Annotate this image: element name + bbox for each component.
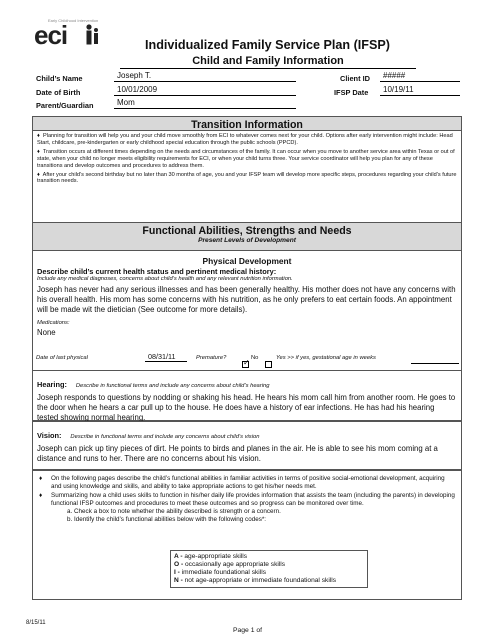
medications-text[interactable]: None bbox=[37, 328, 56, 337]
transition-bullet-2: ♦ Transition occurs at different times depending on the needs and circumstances of the family. It can occur when you move to another service area within Texas or out of state, when your child no longer meets eligibility requirements for ECI, or when your child turns three. Your service coordinator will help you plan for any of these transitions and develop outcomes and procedures to address them. bbox=[37, 148, 455, 169]
physical-dev-title: Physical Development bbox=[202, 256, 292, 266]
gestational-age-field[interactable] bbox=[411, 363, 459, 364]
transition-header bbox=[33, 117, 461, 131]
code-o: O - occasionally age appropriate skills bbox=[174, 561, 286, 568]
instruction-step-b: b. Identify the child’s functional abilities below with the following codes*: bbox=[67, 516, 267, 523]
child-name-label: Child’s Name bbox=[36, 74, 83, 83]
instruction-bullet-2: ♦ Summarizing how a child uses skills to function in his/her daily life provides information that assists the team (including the parents) in developing functional IFSP outcomes and procedures to meet these outcomes and so progress can be monitored over time. bbox=[39, 492, 455, 507]
hearing-box bbox=[32, 370, 462, 421]
last-physical-label: Date of last physical bbox=[36, 355, 88, 361]
code-n: N - not age-appropriate or immediate foundational skills bbox=[174, 577, 337, 584]
instruction-bullet-1: ♦ On the following pages describe the child’s functional abilities in familiar activities in terms of positive social-emotional development, acquiring and using knowledge and skills, and ability to take appropriate actions to get his/her needs met. bbox=[39, 475, 445, 490]
health-text[interactable]: Joseph has never had any serious illnesses and has been generally healthy. His mother does not have any concerns with his overall health. His mom has some concerns with his nutrition, as he only prefers to eat certain foods. An appointment will be made wit the dietician (See outcome for more details). bbox=[37, 285, 456, 314]
vision-hint: Describe in functional terms and include any concerns about child’s vision bbox=[70, 434, 260, 440]
last-physical-field[interactable]: 08/31/11 bbox=[145, 352, 187, 362]
hearing-label: Hearing: bbox=[37, 380, 67, 389]
hearing-text[interactable]: Joseph responds to questions by nodding or shaking his head. He hears his mom call him from another room. He goes to the door when he hears a car pull up to the house. He does have a history of ear infections. He has had his hearing tested showing normal hearing. bbox=[37, 393, 456, 422]
medications-label: Medications: bbox=[37, 320, 70, 326]
vision-text[interactable]: Joseph can pick up tiny pieces of dirt. He points to birds and planes in the air. He is able to see his mom coming at a distance and runs to her. There are no concerns about his vision. bbox=[37, 444, 438, 463]
code-a: A - age-appropriate skills bbox=[174, 553, 248, 560]
checkbox-checked[interactable] bbox=[242, 358, 250, 368]
child-name-field[interactable]: Joseph T. bbox=[114, 71, 296, 82]
functional-header bbox=[33, 223, 461, 251]
client-id-field[interactable]: ##### bbox=[380, 71, 460, 82]
checkbox-unchecked[interactable] bbox=[265, 361, 272, 368]
codes-legend bbox=[170, 550, 368, 588]
transition-section bbox=[32, 116, 462, 228]
health-question: Describe child’s current health status and pertinent medical history: bbox=[37, 267, 277, 276]
instruction-step-a: a. Check a box to note whether the ability described is strength or a concern. bbox=[67, 508, 281, 515]
logo-text: eci bbox=[34, 20, 68, 50]
transition-title: Transition Information bbox=[191, 119, 303, 131]
page-number: Page 1 of bbox=[232, 627, 263, 634]
logo-tagline: Early Childhood Intervention bbox=[48, 18, 99, 23]
premature-yes-label: Yes >> if yes, gestational age in weeks bbox=[276, 355, 376, 361]
guardian-label: Parent/Guardian bbox=[36, 101, 94, 110]
vision-box bbox=[32, 421, 462, 470]
functional-title: Functional Abilities, Strengths and Needs bbox=[142, 225, 352, 237]
dob-label: Date of Birth bbox=[36, 88, 81, 97]
ifsp-date-label: IFSP Date bbox=[334, 88, 369, 97]
functional-subtitle: Present Levels of Development bbox=[198, 237, 296, 244]
client-id-label: Client ID bbox=[340, 74, 370, 83]
form-subtitle: Child and Family Information bbox=[120, 55, 416, 69]
transition-bullet-1: ♦ Planning for transition will help you and your child move smoothly from ECI to whatever comes next for your child. Options after early intervention might include: Head Start, childcare, pre-kindergarten or early childhood special education through the public schools (PPCD). bbox=[37, 133, 453, 146]
vision-label: Vision: bbox=[37, 431, 62, 440]
form-title: Individualized Family Service Plan (IFSP) bbox=[145, 38, 390, 52]
health-hint: Include any medical diagnoses, concerns about child’s health and any relevant nutrition information. bbox=[37, 276, 293, 282]
guardian-field[interactable]: Mom bbox=[114, 98, 296, 109]
premature-label: Premature? bbox=[196, 355, 227, 361]
transition-bullet-3: ♦ After your child’s second birthday but no later than 30 months of age, you and your IFSP team will develop more specific steps, procedures regarding your child’s future transition needs. bbox=[37, 171, 457, 185]
hearing-hint: Describe in functional terms and include any concerns about child’s hearing bbox=[75, 383, 270, 389]
ifsp-date-field[interactable]: 10/19/11 bbox=[380, 85, 460, 96]
premature-no-label: No bbox=[251, 355, 259, 361]
checkmark-icon: ✓ bbox=[243, 358, 250, 367]
dob-field[interactable]: 10/01/2009 bbox=[114, 85, 296, 96]
footer-date: 8/15/11 bbox=[26, 620, 46, 626]
code-i: I - immediate foundational skills bbox=[174, 569, 267, 576]
